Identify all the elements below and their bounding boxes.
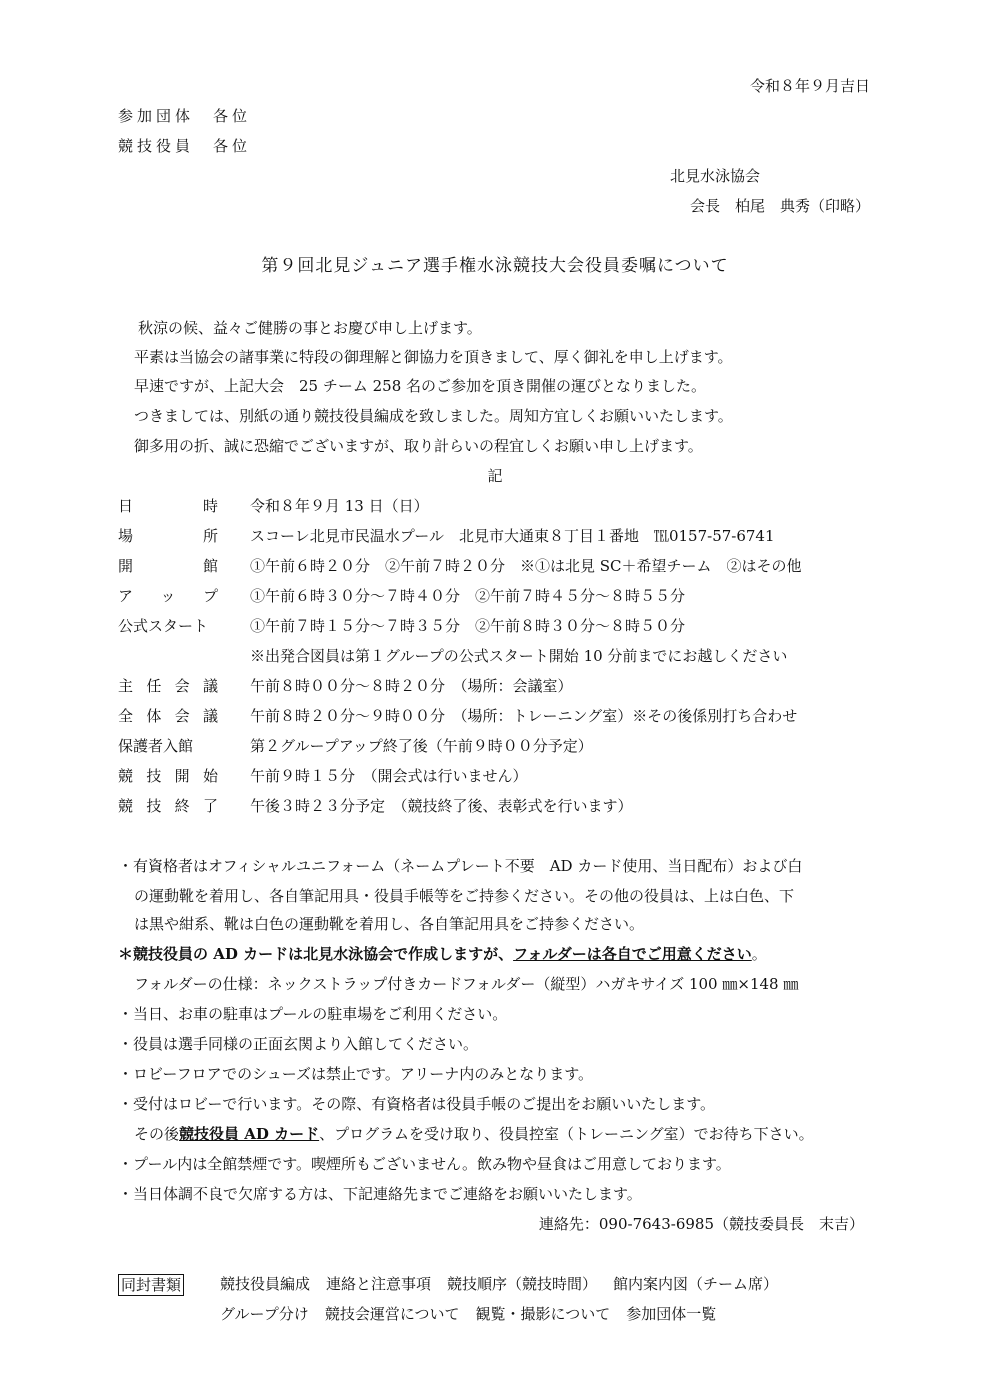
enclosure-item: グループ分け [220,1305,309,1323]
note-item: ・当日、お車の駐車はプールの駐車場をご利用ください。 [118,1005,508,1023]
note-text: その後 [134,1125,180,1143]
note-item: ・役員は選手同様の正面玄関より入館してください。 [118,1035,479,1053]
detail-label: ア ッ プ [118,587,218,605]
detail-label: 場 所 [118,527,218,545]
document-title: 第９回北見ジュニア選手権水泳競技大会役員委嘱について [261,256,729,276]
enclosure-item: 参加団体一覧 [626,1305,717,1323]
detail-value: 午前９時１５分 （開会式は行いません） [250,767,528,785]
note-ad-card-end: 。 [751,945,767,963]
note-continuation [134,1124,814,1144]
note-folder-emphasis: フォルダーは各自でご用意ください [513,945,752,963]
body-paragraph: 秋涼の候、益々ご健勝の事とお慶び申し上げます。 [138,319,482,337]
note-item: ・プール内は全館禁煙です。喫煙所もございません。飲み物や昼食はご用意しております。 [118,1155,731,1173]
note-continuation: は黒や紺系、靴は白色の運動靴を着用し、各自筆記用具をご持参ください。 [134,915,645,933]
body-paragraph: 平素は当協会の諸事業に特段の御理解と御協力を頂きまして、厚く御礼を申し上げます。 [134,348,733,366]
enclosure-item: 観覧・撮影について [475,1305,611,1323]
note-text: 、プログラムを受け取り、役員控室（トレーニング室）でお待ち下さい。 [319,1125,814,1143]
note-item: ・有資格者はオフィシャルユニフォーム（ネームプレート不要 AD カード使用、当日配布）および白 [118,857,803,875]
detail-value: ①午前６時２０分 ②午前７時２０分 ※①は北見 SC＋希望チーム ②はその他 [250,557,802,575]
body-paragraph: つきましては、別紙の通り競技役員編成を致しました。周知方宜しくお願いいたします。 [134,407,733,425]
detail-label: 競 技 開 始 [118,767,218,785]
detail-label: 日 時 [118,497,218,515]
note-item: ・受付はロビーで行います。その際、有資格者は役員手帳のご提出をお願いいたします。 [118,1095,716,1113]
enclosure-item: 競技会運営について [324,1305,460,1323]
note-item: ・当日体調不良で欠席する方は、下記連絡先までご連絡をお願いいたします。 [118,1185,642,1203]
detail-value: 午前８時２０分～９時００分 （場所：トレーニング室）※その後係別打ち合わせ [250,707,798,725]
note-ad-card [118,944,767,964]
body-paragraph: 早速ですが、上記大会 25 チーム 258 名のご参加を頂き開催の運びとなりました。 [134,377,707,395]
addressee-officials: 競技役員 各位 [118,137,252,155]
detail-value: 令和８年９月 13 日（日） [250,497,429,515]
detail-label: 保護者入館 [118,737,194,755]
body-paragraph: 御多用の折、誠に恐縮でございますが、取り計らいの程宜しくお願い申し上げます。 [134,437,703,455]
note-ad-card-text: ＊競技役員の AD カードは北見水泳協会で作成しますが、 [118,945,514,963]
detail-label: 競 技 終 了 [118,797,218,815]
addressee-participating-teams: 参加団体 各位 [118,107,252,125]
detail-value: スコーレ北見市民温水プール 北見市大通東８丁目１番地 ℡0157-57-6741 [250,527,775,545]
ki-heading: 記 [487,467,503,485]
detail-label: 公式スタート [118,617,209,635]
enclosure-item: 館内案内図（チーム席） [613,1275,779,1293]
sender-name: 会長 柏尾 典秀（印略） [689,197,870,215]
issue-date: 令和８年９月吉日 [749,77,870,95]
detail-label: 開 館 [118,557,218,575]
contact-info: 連絡先：090-7643-6985（競技委員長 末吉） [538,1215,864,1233]
enclosures-row [220,1274,794,1294]
sender-organization: 北見水泳協会 [670,167,761,185]
enclosures-row [220,1304,732,1324]
note-folder-spec: フォルダーの仕様：ネックストラップ付きカードフォルダー（縦型）ハガキサイズ 100 ㎜×148 ㎜ [134,975,799,993]
detail-label: 全 体 会 議 [118,707,218,725]
detail-value: 第２グループアップ終了後（午前９時００分予定） [250,737,593,755]
note-continuation: の運動靴を着用し、各自筆記用具・役員手帳等をご持参ください。その他の役員は、上は白色、下 [134,887,795,905]
note-item: ・ロビーフロアでのシューズは禁止です。アリーナ内のみとなります。 [118,1065,594,1083]
enclosure-item: 競技役員編成 [220,1275,311,1293]
detail-value: 午前８時００分～８時２０分 （場所：会議室） [250,677,573,695]
detail-note: ※出発合図員は第１グループの公式スタート開始 10 分前までにお越しください [250,647,788,665]
enclosures-label: 同封書類 [118,1274,184,1296]
detail-value: ①午前７時１５分～７時３５分 ②午前８時３０分～８時５０分 [250,617,686,635]
note-ad-card-emphasis: 競技役員 AD カード [179,1125,320,1143]
enclosure-item: 連絡と注意事項 [326,1275,432,1293]
detail-label: 主 任 会 議 [118,677,218,695]
detail-value: 午後３時２３分予定 （競技終了後、表彰式を行います） [250,797,633,815]
detail-value: ①午前６時３０分～７時４０分 ②午前７時４５分～８時５５分 [250,587,686,605]
enclosure-item: 競技順序（競技時間） [447,1275,598,1293]
